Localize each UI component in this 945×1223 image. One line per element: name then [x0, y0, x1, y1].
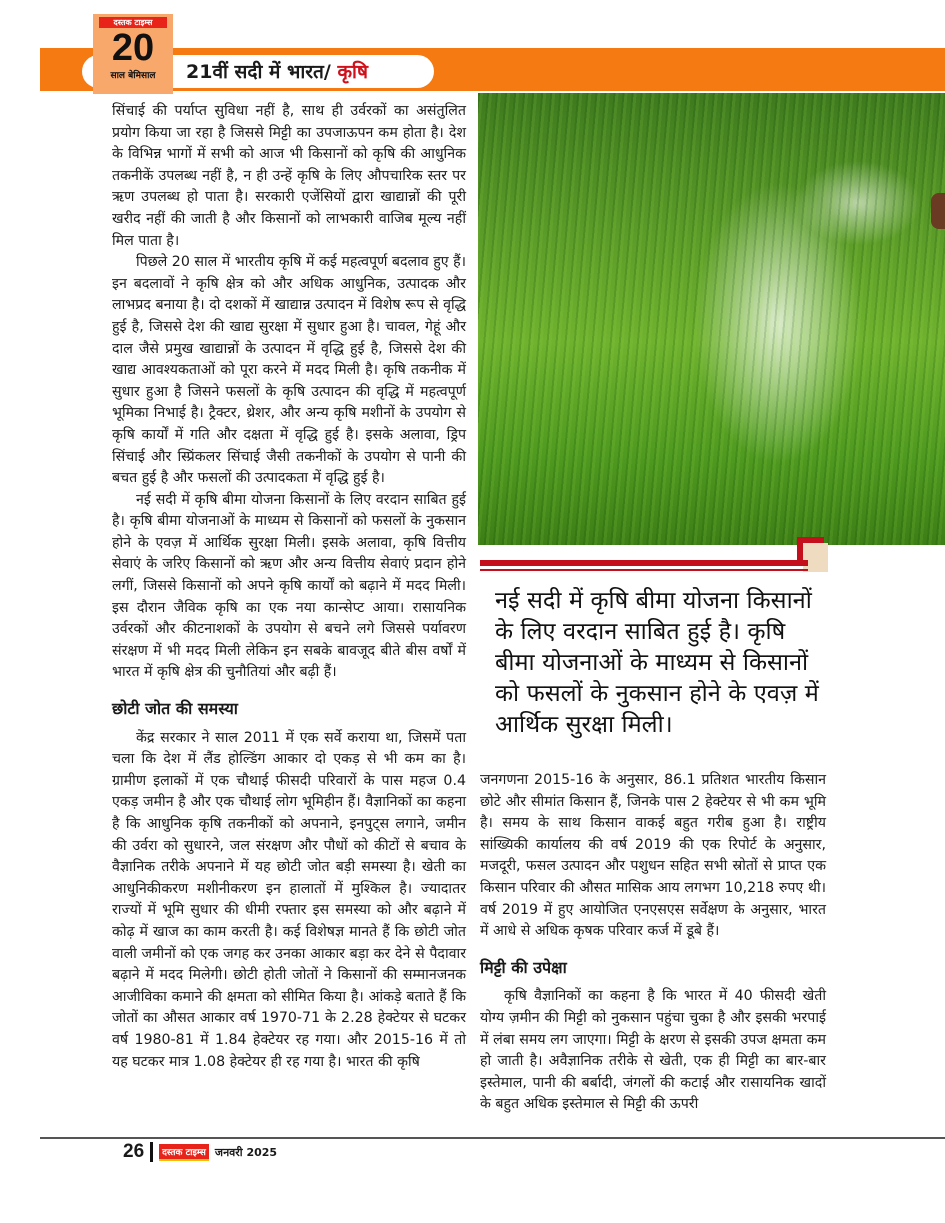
issue-date: जनवरी 2025 [214, 1145, 278, 1159]
magazine-logo: दस्तक टाइम्स [159, 1144, 209, 1161]
footer-rule [40, 1137, 945, 1139]
decor-red-rule [480, 560, 808, 566]
right-column [480, 770, 826, 1116]
paragraph: सिंचाई की पर्याप्त सुविधा नहीं है, साथ ही उर्वरकों का असंतुलित प्रयोग किया जा रहा है जिससे मिट्टी का उपजाऊपन कम होता है। देश के विभिन्न भागों में सभी को आज भी किसानों को कृषि की आधुनिक तकनीकें उपलब्ध नहीं है, न ही उन्हें कृषि के लिए औपचारिक स्तर पर ऋण उपलब्ध हो पाता है। सरकारी एजेंसियों द्वारा खाद्यान्नों की पूरी खरीद नहीं की जाती है और किसानों को लाभकारी वाजिब मूल्य नहीं मिल पाता है। [112, 103, 466, 249]
anniversary-badge [93, 14, 173, 94]
section-title [186, 58, 368, 84]
series-title: 21वीं सदी में भारत/ [186, 61, 331, 83]
paragraph: कृषि वैज्ञानिकों का कहना है कि भारत में 40 फीसदी खेती योग्य ज़मीन की मिट्टी को नुकसान पहुंचा चुका है और इसकी भरपाई में लंबा समय लग जाएगा। मिट्टी के क्षरण से इसकी उपज क्षमता कम हो जाती है। अवैज्ञानिक तरीके से खेती, एक ही मिट्टी का बार-बार इस्तेमाल, पानी की बर्बादी, जंगलों की कटाई और रासायनिक खादों के बहुत अधिक इस्तेमाल से मिट्टी की ऊपरी [480, 988, 826, 1113]
footer [123, 1141, 277, 1163]
left-column [112, 101, 466, 1073]
decor-red-rule-thin [480, 569, 808, 571]
paragraph: नई सदी में कृषि बीमा योजना किसानों के लिए वरदान साबित हुई है। कृषि बीमा योजनाओं के माध्यम से किसानों को फसलों के नुकसान होने के एवज़ में आर्थिक सुरक्षा मिली। इसके अलावा, कृषि वित्तीय सेवाएं के जरिए किसानों को ऋण और अन्य वित्तीय सेवाएं प्रदान होने लगीं, जिससे किसानों को अपने कृषि कार्यों को बढ़ाने में मदद मिली। इस दौरान जैविक कृषि का एक नया कान्सेप्ट आया। रासायनिक उर्वरकों और कीटनाशकों के उपयोग से बचने लगे जिससे पर्यावरण संरक्षण में भी मदद मिली लेकिन इन सबके बावजूद बीते बीस वर्षों में भारत में कृषि क्षेत्र की चुनौतियां और बढ़ी हैं। [112, 491, 466, 681]
topic-label: कृषि [337, 61, 368, 83]
paragraph: पिछले 20 साल में भारतीय कृषि में कई महत्वपूर्ण बदलाव हुए हैं। इन बदलावों ने कृषि क्षेत्र को और अधिक आधुनिक, उत्पादक और लाभप्रद बनाया है। दो दशकों में खाद्यान्न उत्पादन में विशेष रूप से वृद्धि हुई है, जिससे देश की खाद्य सुरक्षा में सुधार हुआ है। चावल, गेहूं और दाल जैसे प्रमुख खाद्यान्नों के उत्पादन में वृद्धि हुई है, जिससे देश की खाद्य आवश्यकताओं को पूरा करने में मदद मिली है। कृषि तकनीक में सुधार हुआ है जिसने फसलों के कृषि उत्पादन की वृद्धि में महत्वपूर्ण भूमिका निभाई है। ट्रैक्टर, थ्रेशर, और अन्य कृषि मशीनों के उपयोग से कृषि कार्यों में गति और दक्षता में वृद्धि हुई है। इसके अलावा, ड्रिप सिंचाई और स्प्रिंकलर सिंचाई जैसी तकनीकों के उपयोग से पानी की बचत हुई है और फसलों की उत्पादकता में वृद्धि हुई है। [112, 254, 466, 487]
hand-detail [931, 193, 945, 229]
subheading: छोटी जोत की समस्या [112, 699, 238, 719]
pull-quote: नई सदी में कृषि बीमा योजना किसानों के लिए वरदान साबित हुई है। कृषि बीमा योजनाओं के माध्यम से किसानों को फसलों के नुकसान होने के एवज़ में आर्थिक सुरक्षा मिली। [495, 586, 819, 738]
badge-subtitle: साल बेमिसाल [110, 71, 156, 81]
page-number: 26 [123, 1141, 145, 1162]
magazine-logo: दस्तक टाइम्स [99, 17, 167, 28]
badge-number: 20 [111, 27, 155, 69]
paragraph: जनगणना 2015-16 के अनुसार, 86.1 प्रतिशत भारतीय किसान छोटे और सीमांत किसान हैं, जिनके पास 2 हेक्टेयर से भी कम भूमि है। समय के साथ किसान वाकई बहुत गरीब हुआ है। राष्ट्रीय सांख्यिकी कार्यालय की वर्ष 2019 की एक रिपोर्ट के अनुसार, मजदूरी, फसल उत्पादन और पशुधन सहित सभी स्रोतों से प्राप्त एक किसान परिवार की औसत मासिक आय लगभग 10,218 रुपए थी। वर्ष 2019 में हुए आयोजित एनएसएस सर्वेक्षण के अनुसार, भारत में आधे से अधिक कृषक परिवार कर्ज में डूबे हैं। [480, 772, 826, 940]
divider [150, 1142, 153, 1162]
subheading: मिट्टी की उपेक्षा [480, 957, 567, 977]
paragraph: केंद्र सरकार ने साल 2011 में एक सर्वे कराया था, जिसमें पता चला कि देश में लैंड होल्डिंग आकार दो एकड़ से भी कम का है। ग्रामीण इलाकों में एक चौथाई फीसदी परिवारों के पास महज 0.4 एकड़ जमीन है और एक चौथाई लोग भूमिहीन हैं। वैज्ञानिकों का कहना है कि आधुनिक कृषि तकनीकों को अपनाने, इनपुट्स लगाने, जमीन की उर्वरा को सुधारने, जल संरक्षण और पौधों को कीटों से बचाव के वैज्ञानिक तरीके अपनाने में यह छोटी जोत बड़ी समस्या है। खेती का आधुनिकीकरण मशीनीकरण इन हालातों में मुश्किल है। ज्यादातर राज्यों में भूमि सुधार की धीमी रफ्तार इस समस्या को और बढ़ाने में कोढ़ में खाज का काम करती है। कई विशेषज्ञ मानते हैं कि छोटी जोत वाली जमीनों को एक जगह कर उनका आकार बड़ा कर देने से पैदावार बढ़ाने में मदद मिलेगी। छोटी होती जोतों ने किसानों की सम्मानजनक आजीविका कमाने की क्षमता को सीमित किया है। आंकड़े बताते हैं कि जोतों का औसत आकार वर्ष 1970-71 के 2.28 हेक्टेयर से घटकर वर्ष 1980-81 में 1.84 हेक्टेयर रह गया। और 2015-16 में तो यह घटकर मात्र 1.08 हेक्टेयर ही रह गया है। भारत की कृषि [112, 729, 466, 1070]
farm-irrigation-photo [478, 93, 945, 545]
decor-beige-square [803, 543, 828, 572]
